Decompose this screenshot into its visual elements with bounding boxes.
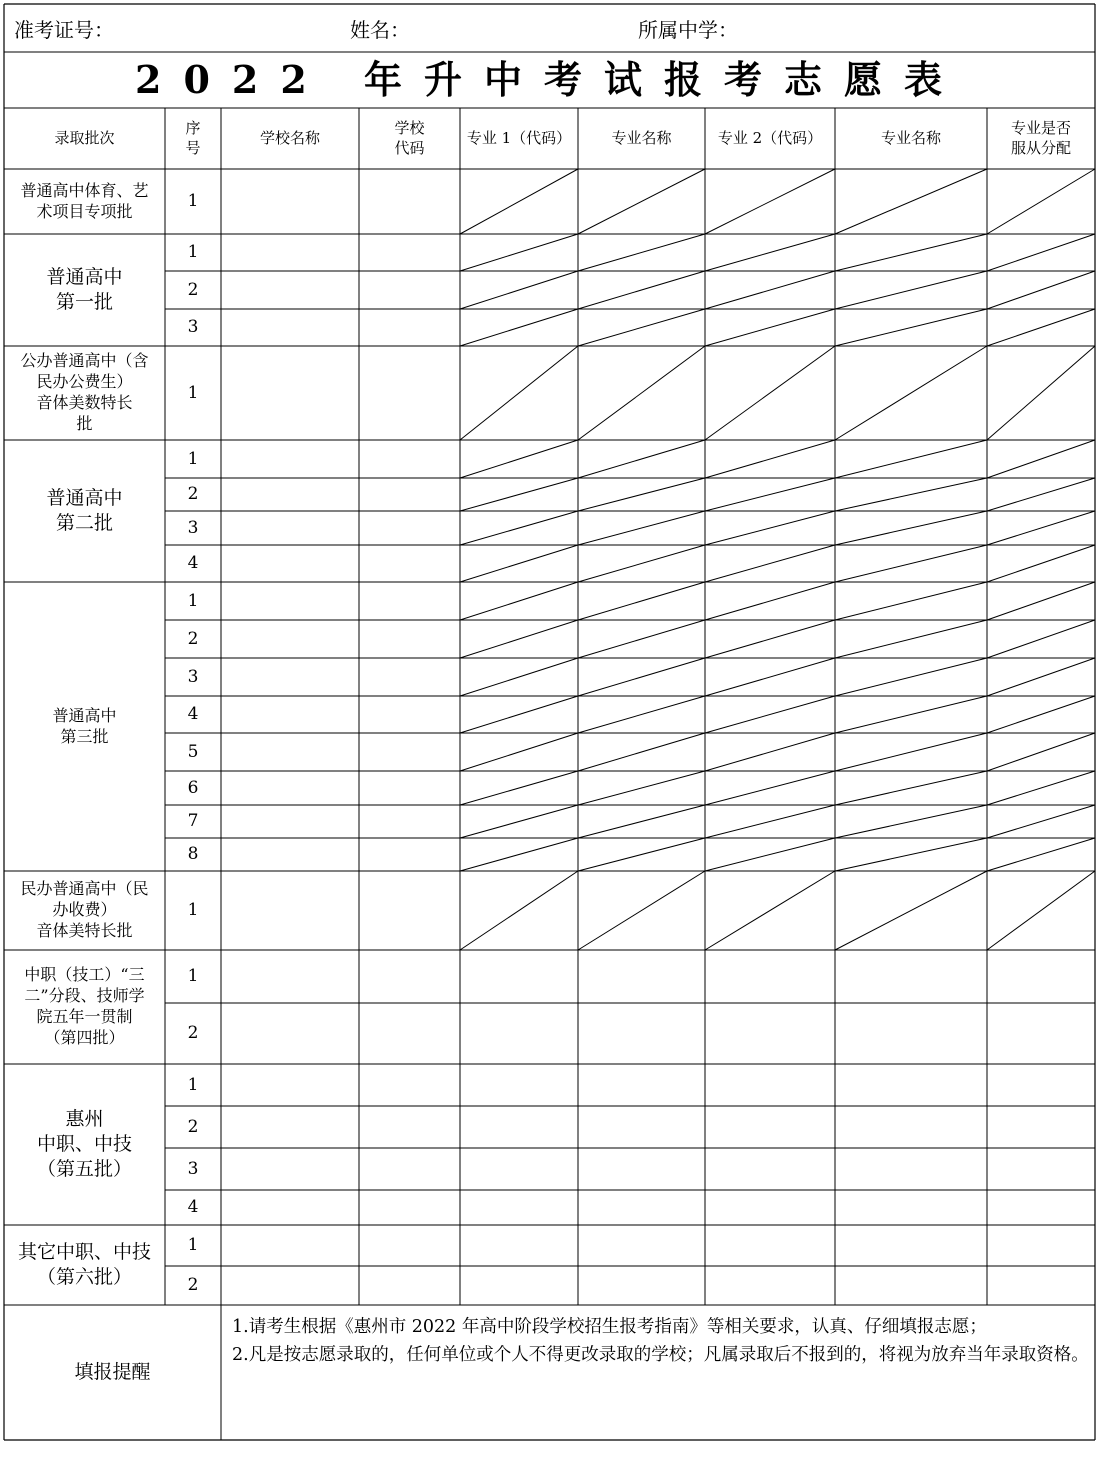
- not-applicable-slash: [835, 696, 987, 733]
- row-number: 3: [187, 666, 199, 687]
- not-applicable-slash: [460, 871, 578, 950]
- not-applicable-slash: [987, 234, 1095, 271]
- not-applicable-slash: [835, 511, 987, 545]
- not-applicable-slash: [578, 271, 705, 309]
- row-number: 1: [187, 448, 199, 469]
- not-applicable-slash: [987, 658, 1095, 696]
- column-header-major1-name: 专业名称: [611, 128, 672, 147]
- not-applicable-slash: [460, 582, 578, 620]
- row-number: 4: [187, 1197, 199, 1218]
- not-applicable-slash: [460, 271, 578, 309]
- not-applicable-slash: [705, 169, 835, 234]
- not-applicable-slash: [835, 271, 987, 309]
- not-applicable-slash: [578, 478, 705, 511]
- notes-text: [232, 1313, 1090, 1369]
- not-applicable-slash: [705, 658, 835, 696]
- not-applicable-slash: [835, 620, 987, 658]
- not-applicable-slash: [705, 582, 835, 620]
- column-header-major1: 专业 1（代码）: [466, 128, 572, 147]
- not-applicable-slash: [835, 440, 987, 478]
- not-applicable-slash: [987, 620, 1095, 658]
- not-applicable-slash: [705, 346, 835, 440]
- not-applicable-slash: [987, 271, 1095, 309]
- not-applicable-slash: [578, 838, 705, 871]
- note-line-1: 1.请考生根据《惠州市 2022 年高中阶段学校招生报考指南》等相关要求，认真、仔细填报志愿；: [232, 1317, 987, 1337]
- not-applicable-slash: [578, 309, 705, 346]
- column-header-seq: 序 号: [185, 119, 201, 157]
- batch-label: 中职（技工）“三 二”分段、技师学 院五年一贯制 （第四批）: [24, 965, 145, 1047]
- not-applicable-slash: [460, 696, 578, 733]
- not-applicable-slash: [578, 545, 705, 582]
- row-number: 6: [187, 777, 199, 798]
- not-applicable-slash: [835, 234, 987, 271]
- not-applicable-slash: [460, 440, 578, 478]
- row-number: 3: [187, 317, 199, 338]
- not-applicable-slash: [578, 658, 705, 696]
- not-applicable-slash: [705, 838, 835, 871]
- row-number: 2: [187, 1023, 199, 1044]
- row-number: 4: [187, 553, 199, 574]
- not-applicable-slash: [460, 346, 578, 440]
- row-number: 1: [187, 242, 199, 263]
- not-applicable-slash: [705, 871, 835, 950]
- not-applicable-slash: [987, 696, 1095, 733]
- not-applicable-slash: [705, 271, 835, 309]
- not-applicable-slash: [835, 169, 987, 234]
- not-applicable-slash: [460, 658, 578, 696]
- batch-label: 其它中职、中技 （第六批）: [17, 1241, 151, 1288]
- row-number: 1: [187, 1235, 199, 1256]
- school-label: 所属中学：: [638, 18, 738, 42]
- batch-label: 普通高中体育、艺 术项目专项批: [20, 180, 149, 221]
- batch-label: 公办普通高中（含 民办公费生） 音体美数特长 批: [20, 351, 149, 433]
- not-applicable-slash: [835, 871, 987, 950]
- not-applicable-slash: [987, 169, 1095, 234]
- note-line-2: 2.凡是按志愿录取的，任何单位或个人不得更改录取的学校；凡属录取后不报到的，将视为放弃当年录取资格。: [232, 1345, 1089, 1365]
- not-applicable-slash: [578, 805, 705, 838]
- row-number: 2: [187, 628, 199, 649]
- not-applicable-slash: [705, 733, 835, 771]
- not-applicable-slash: [460, 545, 578, 582]
- row-number: 1: [187, 1074, 199, 1095]
- not-applicable-slash: [835, 346, 987, 440]
- exam-id-label: 准考证号：: [14, 18, 114, 42]
- row-number: 4: [187, 704, 199, 725]
- not-applicable-slash: [835, 658, 987, 696]
- not-applicable-slash: [460, 838, 578, 871]
- not-applicable-slash: [578, 169, 705, 234]
- not-applicable-slash: [705, 771, 835, 805]
- column-header-school-name: 学校名称: [259, 128, 320, 147]
- not-applicable-slash: [460, 771, 578, 805]
- not-applicable-slash: [987, 805, 1095, 838]
- not-applicable-slash: [987, 478, 1095, 511]
- row-number: 2: [187, 484, 199, 505]
- not-applicable-slash: [578, 440, 705, 478]
- not-applicable-slash: [835, 733, 987, 771]
- not-applicable-slash: [705, 620, 835, 658]
- not-applicable-slash: [578, 871, 705, 950]
- row-number: 3: [187, 517, 199, 538]
- not-applicable-slash: [835, 805, 987, 838]
- not-applicable-slash: [835, 838, 987, 871]
- row-number: 1: [187, 966, 199, 987]
- not-applicable-slash: [987, 346, 1095, 440]
- not-applicable-slash: [578, 771, 705, 805]
- not-applicable-slash: [578, 620, 705, 658]
- not-applicable-slash: [460, 309, 578, 346]
- not-applicable-slash: [835, 478, 987, 511]
- row-number: 8: [187, 844, 199, 865]
- row-number: 5: [187, 741, 199, 762]
- not-applicable-slash: [705, 478, 835, 511]
- not-applicable-slash: [578, 696, 705, 733]
- not-applicable-slash: [578, 346, 705, 440]
- not-applicable-slash: [460, 169, 578, 234]
- not-applicable-slash: [705, 440, 835, 478]
- not-applicable-slash: [835, 309, 987, 346]
- not-applicable-slash: [460, 511, 578, 545]
- not-applicable-slash: [987, 309, 1095, 346]
- not-applicable-slash: [835, 771, 987, 805]
- not-applicable-slash: [987, 771, 1095, 805]
- not-applicable-slash: [705, 696, 835, 733]
- not-applicable-slash: [987, 545, 1095, 582]
- not-applicable-slash: [460, 805, 578, 838]
- column-header-obey: 专业是否 服从分配: [1010, 119, 1071, 157]
- not-applicable-slash: [987, 511, 1095, 545]
- not-applicable-slash: [578, 733, 705, 771]
- not-applicable-slash: [460, 620, 578, 658]
- column-header-batch: 录取批次: [54, 128, 115, 147]
- not-applicable-slash: [987, 440, 1095, 478]
- row-number: 1: [187, 382, 199, 403]
- not-applicable-slash: [705, 805, 835, 838]
- column-header-major2: 专业 2（代码）: [717, 128, 823, 147]
- row-number: 2: [187, 279, 199, 300]
- name-label: 姓名：: [350, 18, 410, 42]
- batch-label: 惠州 中职、中技 （第五批）: [36, 1108, 132, 1180]
- batch-label: 普通高中 第三批: [52, 705, 117, 746]
- not-applicable-slash: [460, 478, 578, 511]
- batch-label: 普通高中 第一批: [46, 266, 123, 313]
- row-number: 2: [187, 1116, 199, 1137]
- not-applicable-slash: [460, 733, 578, 771]
- row-number: 7: [187, 811, 199, 832]
- column-header-major2-name: 专业名称: [880, 128, 941, 147]
- not-applicable-slash: [460, 234, 578, 271]
- not-applicable-slash: [705, 511, 835, 545]
- not-applicable-slash: [578, 234, 705, 271]
- row-number: 1: [187, 590, 199, 611]
- row-number: 1: [187, 900, 199, 921]
- not-applicable-slash: [705, 545, 835, 582]
- not-applicable-slash: [578, 511, 705, 545]
- not-applicable-slash: [705, 309, 835, 346]
- row-number: 1: [187, 191, 199, 212]
- not-applicable-slash: [987, 733, 1095, 771]
- not-applicable-slash: [987, 838, 1095, 871]
- form-title: 2022 年升中考试报考志愿表: [135, 57, 964, 103]
- not-applicable-slash: [987, 871, 1095, 950]
- row-number: 2: [187, 1275, 199, 1296]
- not-applicable-slash: [578, 582, 705, 620]
- not-applicable-slash: [705, 234, 835, 271]
- row-number: 3: [187, 1158, 199, 1179]
- not-applicable-slash: [835, 582, 987, 620]
- notes-label: 填报提醒: [74, 1361, 151, 1384]
- not-applicable-slash: [835, 545, 987, 582]
- column-header-school-code: 学校 代码: [394, 119, 425, 157]
- batch-label: 民办普通高中（民 办收费） 音体美特长批: [20, 879, 149, 940]
- batch-label: 普通高中 第二批: [46, 487, 123, 534]
- not-applicable-slash: [987, 582, 1095, 620]
